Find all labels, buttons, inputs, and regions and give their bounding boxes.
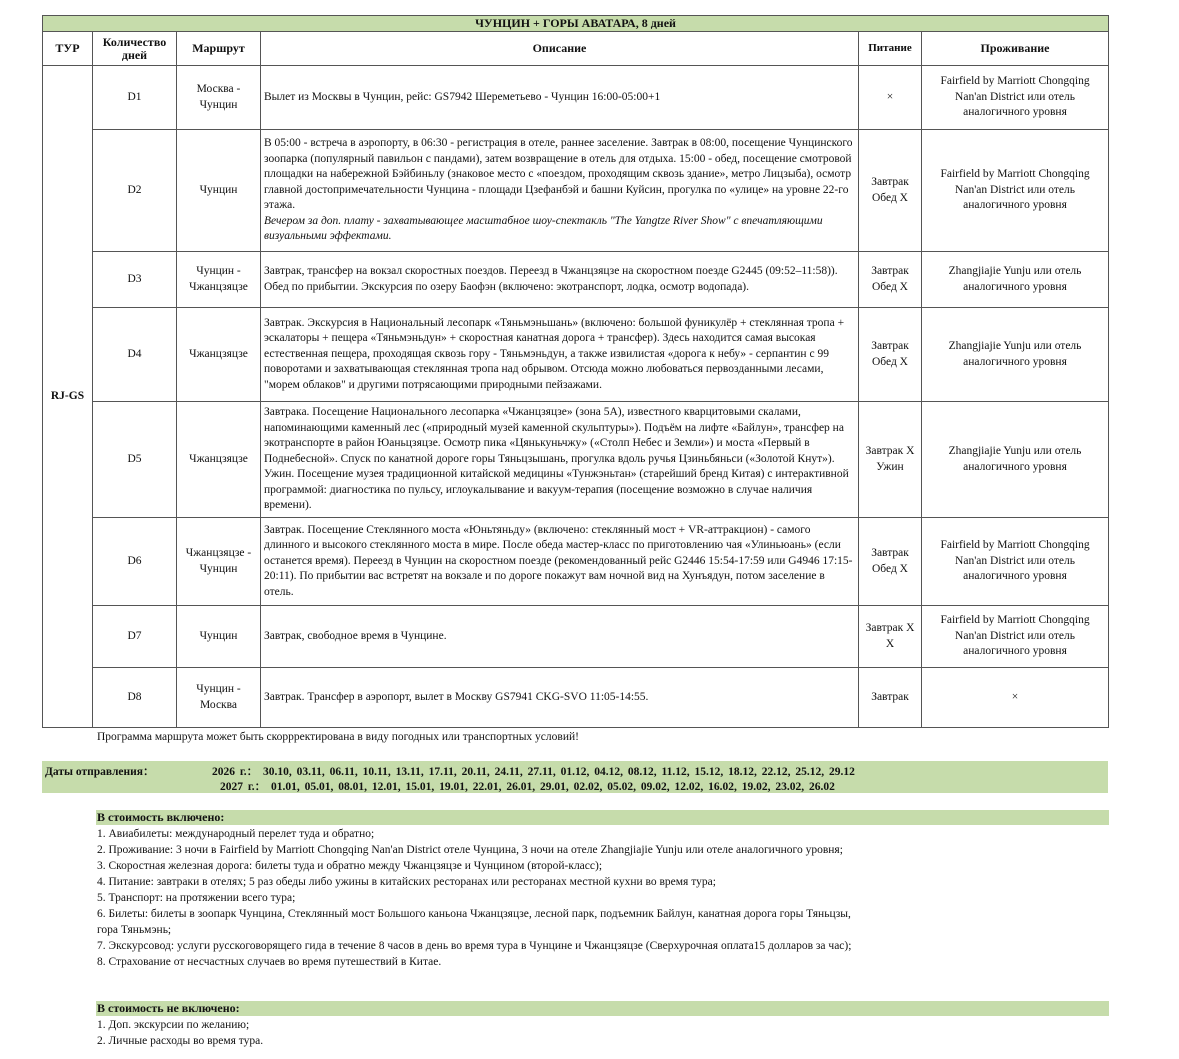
departure-dates <box>42 761 1108 793</box>
table-row <box>43 518 1109 606</box>
hotel-cell: Zhangjiajie Yunju или отель аналогичного уровня <box>922 402 1109 518</box>
list-item: 1. Авиабилеты: международный перелет туда и обратно; <box>97 828 375 840</box>
hotel-cell: Fairfield by Marriott Chongqing Nan'an District или отель аналогичного уровня <box>922 518 1109 606</box>
meals-cell: Завтрак Обед X <box>859 308 922 402</box>
route-cell: Чжанцзяцзе <box>177 308 261 402</box>
included-heading: В стоимость включено: <box>96 810 1109 825</box>
route-cell: Чунцин - Чжанцзяцзе <box>177 252 261 308</box>
day-cell: D2 <box>93 130 177 252</box>
hotel-cell: Zhangjiajie Yunju или отель аналогичного уровня <box>922 308 1109 402</box>
table-row <box>43 308 1109 402</box>
route-cell: Чунцин - Москва <box>177 668 261 728</box>
day-cell: D5 <box>93 402 177 518</box>
tour-code: RJ-GS <box>43 66 93 728</box>
list-item: 2. Проживание: 3 ночи в Fairfield by Marriott Chongqing Nan'an District отеле Чунцина, 3 ночи на отеле Zhangjiajie Yunju или отеле аналогичного уровня; <box>97 844 843 856</box>
day-cell: D1 <box>93 66 177 130</box>
list-item: 1. Доп. экскурсии по желанию; <box>97 1019 250 1031</box>
included-list <box>97 826 867 970</box>
route-cell: Чжанцзяцзе <box>177 402 261 518</box>
table-row <box>43 130 1109 252</box>
day-cell: D7 <box>93 606 177 668</box>
description-cell: Завтрак. Экскурсия в Национальный лесопарк «Тяньмэньшань» (включено: большой фуникулёр + стеклянная тропа + эскалаторы + пещера «Тяньмэньдун» + скоростная канатная дорога + трансфер). Здесь находится самая высокая естественная пещера, проходящая сквозь гору - Тяньмэньдун, а также извилистая «дорога к небу» - серпантин с 99 поворотами и захватывающая стеклянная тропа над обрывом. Отсюда можно любоваться первозданными лесами, "морем облаков" и другими потрясающими природными пейзажами. <box>261 308 859 402</box>
list-item: 6. Билеты: билеты в зоопарк Чунцина, Стеклянный мост Большого каньона Чжанцзяцзе, лесной парк, подъемник Байлун, канатная дорога горы Тяньцзы, гора Тяньмэнь; <box>97 908 851 936</box>
description-cell: Завтрак. Посещение Стеклянного моста «Юньтяньду» (включено: стеклянный мост + VR-аттракцион) - самого длинного и высокого стеклянного моста в мире. После обеда мастер-класс по приготовлению чая «Улиньюань» (если останется время). Переезд в Чунцин на скоростном поезде (рекомендованный рейс G2446 15:54-17:59 или G4946 17:15-20:11). По прибытии вас встретят на вокзале и по дороге покажут вам ночной вид на Хунъядун, потом заселение в отель. <box>261 518 859 606</box>
meals-cell: Завтрак Обед X <box>859 518 922 606</box>
header-days: Количество дней <box>93 32 177 66</box>
header-meals: Питание <box>859 32 922 66</box>
route-cell: Москва - Чунцин <box>177 66 261 130</box>
table-row <box>43 402 1109 518</box>
description-cell: Завтрак, трансфер на вокзал скоростных поездов. Переезд в Чжанцзяцзе на скоростном поезде G2445 (09:52–11:58)). Обед по прибытии. Экскурсия по озеру Баофэн (включено: экотранспорт, лодка, осмотр водопада). <box>261 252 859 308</box>
description-cell: Завтрака. Посещение Национального лесопарка «Чжанцзяцзе» (зона 5А), известного кварцитовыми скалами, напоминающими каменный лес («природный музей каменной скульптуры»). Подъём на лифте «Байлун», трансфер на экотранспорте в район Юаньцзяцзе. Осмотр пика «Цянькуньчжу» («Столп Небес и Земли») и моста «Первый в Поднебесной». Спуск по канатной дороге горы Тяньцзышань, прогулка вдоль ручья Цзиньбяньси («Золотой Кнут»). Ужин. Посещение музея традиционной китайской медицины «Тунжэньтан» (старейший бренд Китая) с интерактивной программой: диагностика по пульсу, иглоукалывание и вакуум-терапия (посещение возможно в случае наличия времени). <box>261 402 859 518</box>
route-change-note: Программа маршрута может быть скоррректирована в виду погодных или транспортных условий! <box>97 731 579 743</box>
description-text: В 05:00 - встреча в аэропорту, в 06:30 - регистрация в отеле, раннее заселение. Завтрак в 08:00, посещение Чунцинского зоопарка (популярный павильон с пандами), затем возвращение в отель для отдыха. 15:00 - обед, посещение смотровой площадки на набережной Бэйбиньлу (знаковое место с «поездом, проходящим сквозь здание», метро Лицзыба), осмотр главной достопримечательности Чунцина - площади Цзефанбэй и башни Куйсин, прогулка по «улице» на уровне 22-го этажа. <box>264 137 853 212</box>
header-description: Описание <box>261 32 859 66</box>
meals-cell: Завтрак <box>859 668 922 728</box>
list-item: 3. Скоростная железная дорога: билеты туда и обратно между Чжанцзяцзе и Чунцином (второй-класс); <box>97 860 603 872</box>
table-row <box>43 252 1109 308</box>
excluded-heading: В стоимость не включено: <box>96 1001 1109 1016</box>
hotel-cell: × <box>922 668 1109 728</box>
header-accommodation: Проживание <box>922 32 1109 66</box>
hotel-cell: Fairfield by Marriott Chongqing Nan'an District или отель аналогичного уровня <box>922 130 1109 252</box>
description-cell <box>261 130 859 252</box>
departure-label: Даты отправления： <box>45 766 155 778</box>
excluded-list <box>97 1017 867 1049</box>
list-item: 5. Транспорт: на протяжении всего тура; <box>97 892 296 904</box>
description-cell: Вылет из Москвы в Чунцин, рейс: GS7942 Шереметьево - Чунцин 16:00-05:00+1 <box>261 66 859 130</box>
list-item: 4. Питание: завтраки в отелях; 5 раз обеды либо ужины в китайских ресторанах или ресторанах местной кухни во время тура; <box>97 876 716 888</box>
day-cell: D3 <box>93 252 177 308</box>
list-item: 7. Экскурсовод: услуги русскоговорящего гида в течение 8 часов в день во время тура в Чунцине и Чжанцзяцзе (Сверхурочная оплата15 долларов за час); <box>97 940 852 952</box>
meals-cell: × <box>859 66 922 130</box>
route-cell: Чунцин <box>177 130 261 252</box>
itinerary-table <box>42 15 1109 728</box>
header-tour: ТУР <box>43 32 93 66</box>
hotel-cell: Fairfield by Marriott Chongqing Nan'an District или отель аналогичного уровня <box>922 66 1109 130</box>
route-cell: Чунцин <box>177 606 261 668</box>
meals-cell: Завтрак X X <box>859 606 922 668</box>
day-cell: D4 <box>93 308 177 402</box>
list-item: 2. Личные расходы во время тура. <box>97 1035 264 1047</box>
description-cell: Завтрак, свободное время в Чунцине. <box>261 606 859 668</box>
hotel-cell: Zhangjiajie Yunju или отель аналогичного уровня <box>922 252 1109 308</box>
meals-cell: Завтрак Обед X <box>859 130 922 252</box>
tour-title: ЧУНЦИН + ГОРЫ АВАТАРА, 8 дней <box>43 16 1109 32</box>
departure-dates-2027: 2027 г.： 01.01, 05.01, 08.01, 12.01, 15.01, 19.01, 22.01, 26.01, 29.01, 02.02, 05.02, 09.02, 12.02, 16.02, 19.02, 23.02, 26.02 <box>220 781 835 793</box>
day-cell: D6 <box>93 518 177 606</box>
day-cell: D8 <box>93 668 177 728</box>
departure-dates-2026: 2026 г.： 30.10, 03.11, 06.11, 10.11, 13.11, 17.11, 20.11, 24.11, 27.11, 01.12, 04.12, 08.12, 11.12, 15.12, 18.12, 22.12, 25.12, 29.12 <box>212 766 855 778</box>
list-item: 8. Страхование от несчастных случаев во время путешествий в Китае. <box>97 956 442 968</box>
route-cell: Чжанцзяцзе - Чунцин <box>177 518 261 606</box>
table-row <box>43 606 1109 668</box>
hotel-cell: Fairfield by Marriott Chongqing Nan'an District или отель аналогичного уровня <box>922 606 1109 668</box>
description-cell: Завтрак. Трансфер в аэропорт, вылет в Москву GS7941 CKG-SVO 11:05-14:55. <box>261 668 859 728</box>
header-route: Маршрут <box>177 32 261 66</box>
table-row <box>43 66 1109 130</box>
meals-cell: Завтрак Обед X <box>859 252 922 308</box>
meals-cell: Завтрак X Ужин <box>859 402 922 518</box>
description-optional-text: Вечером за доп. плату - захватывающее масштабное шоу-спектакль "The Yangtze River Show" с впечатляющими визуальными эффектами. <box>264 214 823 243</box>
table-row <box>43 668 1109 728</box>
